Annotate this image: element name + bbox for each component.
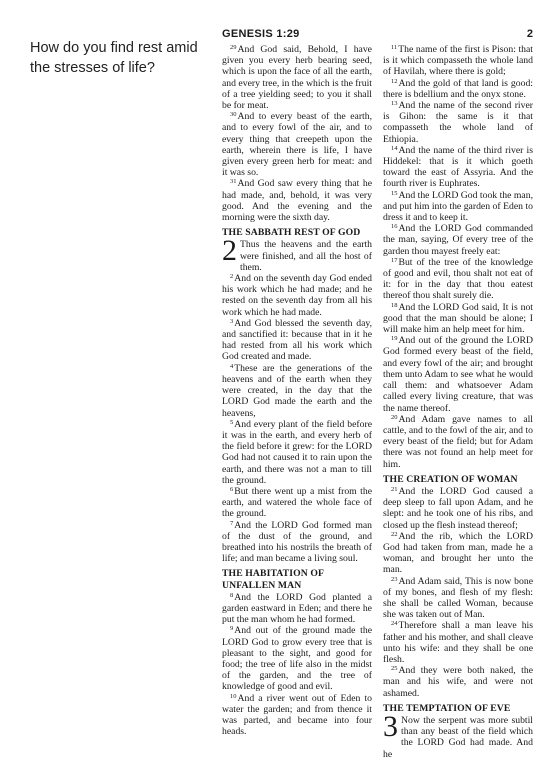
verse-number: 17 <box>391 256 398 264</box>
verse <box>222 318 372 363</box>
verse <box>383 100 533 145</box>
margin-note: How do you find rest amid the stresses of life? <box>30 40 198 76</box>
verse <box>222 592 372 626</box>
verse-text: And Adam said, This is now bone of my bones, and flesh of my flesh: she shall be called Woman, because she was taken out of Man. <box>383 575 533 621</box>
verse <box>222 520 372 565</box>
verse <box>222 693 372 738</box>
verse <box>222 486 372 520</box>
verse-number: 21 <box>391 485 398 493</box>
verse-number: 31 <box>230 178 237 186</box>
verse-number: 18 <box>391 301 398 309</box>
verse <box>222 363 372 419</box>
verse-text: And out of the ground the LORD God formed every beast of the field, and every fowl of the air; and brought them unto Adam to see what he would call them: and whatsoever Adam called every living creature, that was the name thereof. <box>383 335 533 414</box>
section-heading: THE SABBATH REST OF GOD <box>222 227 361 239</box>
verse-number: 13 <box>391 100 398 108</box>
verse <box>383 531 533 576</box>
verse-text: And God said, Behold, I have given you every herb bearing seed, which is upon the face of all the earth, and every tree, in the which is the fruit of a tree yielding seed; to you it shall be for meat. <box>222 44 372 112</box>
verse <box>383 190 533 224</box>
verse-number: 20 <box>391 413 398 421</box>
verse-number: 10 <box>230 692 237 700</box>
verse-text: And every plant of the field before it was in the earth, and every herb of the field before it grew: for the LORD God had not caused it to rain upon the earth, and there was not a man to till the ground. <box>222 418 372 486</box>
verse-text: But of the tree of the knowledge of good and evil, thou shalt not eat of it: for in the day that thou eatest thereof thou shalt surely die. <box>383 256 533 302</box>
chapter-start <box>383 709 533 760</box>
verse-text: And the name of the second river is Gihon: the same is it that compasseth the whole land of Ethiopia. <box>383 100 533 145</box>
verse <box>222 178 372 223</box>
verse-number: 16 <box>391 223 398 231</box>
verse-text: These are the generations of the heavens and of the earth when they were created, in the day that the LORD God made the earth and the heavens, <box>222 362 372 419</box>
verse <box>383 223 533 257</box>
verse-text: And the LORD God said, It is not good that the man should be alone; I will make him an help meet for him. <box>383 301 533 336</box>
verse-text: And God saw every thing that he had made, and, behold, it was very good. And the evening and the morning were the sixth day. <box>222 178 372 224</box>
verse-text: And the LORD God planted a garden eastward in Eden; and there he put the man whom he had formed. <box>222 591 372 626</box>
verse-text: But there went up a mist from the earth, and watered the whole face of the ground. <box>222 485 372 520</box>
verse-text: And Adam gave names to all cattle, and to the fowl of the air, and to every beast of the field; but for Adam there was not found an help meet for him. <box>383 413 533 470</box>
verse-text: And the LORD God caused a deep sleep to fall upon Adam, and he slept: and he took one of his ribs, and closed up the flesh instead thereof; <box>383 485 533 531</box>
verse-text: And the rib, which the LORD God had taken from man, made he a woman, and brought her unto the man. <box>383 530 533 576</box>
verse-text: Thus the heavens and the earth were finished, and all the host of them. <box>240 239 372 273</box>
section-heading: THE HABITATION OF UNFALLEN MAN <box>222 568 324 591</box>
verse-text: And they were both naked, the man and his wife, and were not ashamed. <box>383 665 533 699</box>
verse <box>383 620 533 665</box>
verse-number: 6 <box>230 485 234 493</box>
verse-text: And the name of the third river is Hiddekel: that is it which goeth toward the east of Assyria. And the fourth river is Euphrates. <box>383 144 533 190</box>
verse-number: 23 <box>391 575 398 583</box>
verse-text: And the gold of that land is good: there is bdellium and the onyx stone. <box>383 77 533 100</box>
verse <box>222 273 372 318</box>
verse-number: 22 <box>391 530 398 538</box>
verse-number: 25 <box>391 665 398 673</box>
verse <box>383 145 533 190</box>
verse-text: And the LORD God formed man of the dust of the ground, and breathed into his nostrils the breath of life; and man became a living soul. <box>222 519 372 565</box>
verse-number: 30 <box>230 111 237 119</box>
verse-text: And the LORD God commanded the man, saying, Of every tree of the garden thou mayest freely eat: <box>383 223 533 257</box>
verse <box>383 302 533 336</box>
verse <box>222 44 372 111</box>
verse-number: 12 <box>391 77 398 85</box>
chapter-start <box>222 234 372 273</box>
chapter-number: 2 <box>222 234 237 268</box>
verse-number: 15 <box>391 189 398 197</box>
verse <box>383 486 533 531</box>
verse-text: Now the serpent was more subtil than any beast of the field which the LORD God had made. And he <box>383 714 533 760</box>
verse-text: And God blessed the seventh day, and sanctified it: because that in it he had rested from all his work which God created and made. <box>222 317 372 363</box>
verse-number: 5 <box>230 418 234 426</box>
verse-text: Therefore shall a man leave his father and his mother, and shall cleave unto his wife: and they shall be one flesh. <box>383 620 533 665</box>
verse-text: The name of the first is Pison: that is it which compasseth the whole land of Havilah, where there is gold; <box>383 44 533 78</box>
chapter-number: 3 <box>383 709 398 743</box>
verse-number: 29 <box>230 44 237 51</box>
verse-text: And to every beast of the earth, and to every fowl of the air, and to every thing that creepeth upon the earth, wherein there is life, I have given every green herb for meat: and it was so. <box>222 111 372 179</box>
verse <box>222 111 372 178</box>
section-heading: THE CREATION OF WOMAN <box>383 473 518 485</box>
verse-number: 2 <box>230 273 234 281</box>
verse-number: 19 <box>391 335 398 343</box>
verse <box>383 257 533 302</box>
verse-number: 9 <box>230 625 234 633</box>
verse <box>383 414 533 470</box>
verse-number: 8 <box>230 591 234 599</box>
verse <box>383 78 533 100</box>
verse <box>383 665 533 699</box>
chapter-reference: GENESIS 1:29 <box>222 28 300 40</box>
text-column-left <box>222 44 372 761</box>
verse-number: 14 <box>391 144 398 152</box>
verse <box>222 419 372 486</box>
section-heading: THE TEMPTATION OF EVE <box>383 702 511 714</box>
verse-number: 24 <box>391 620 398 628</box>
verse-number: 11 <box>391 44 398 51</box>
verse-number: 3 <box>230 317 234 325</box>
page-number: 2 <box>526 28 533 40</box>
verse-number: 7 <box>230 519 234 527</box>
verse-text: And out of the ground made the LORD God to grow every tree that is pleasant to the sight, and good for food; the tree of life also in the midst of the garden, and the tree of knowledge of good and evil. <box>222 625 372 693</box>
verse-text: And on the seventh day God ended his work which he had made; and he rested on the seventh day from all his work which he had made. <box>222 273 372 318</box>
verse-text: And the LORD God took the man, and put him into the garden of Eden to dress it and to keep it. <box>383 189 533 224</box>
verse <box>383 576 533 621</box>
verse <box>383 335 533 413</box>
verse-number: 4 <box>230 362 234 370</box>
verse <box>383 44 533 78</box>
verse-text: And a river went out of Eden to water the garden; and from thence it was parted, and became into four heads. <box>222 692 372 738</box>
running-head <box>222 28 533 44</box>
verse <box>222 625 372 692</box>
text-column-right <box>383 44 533 761</box>
